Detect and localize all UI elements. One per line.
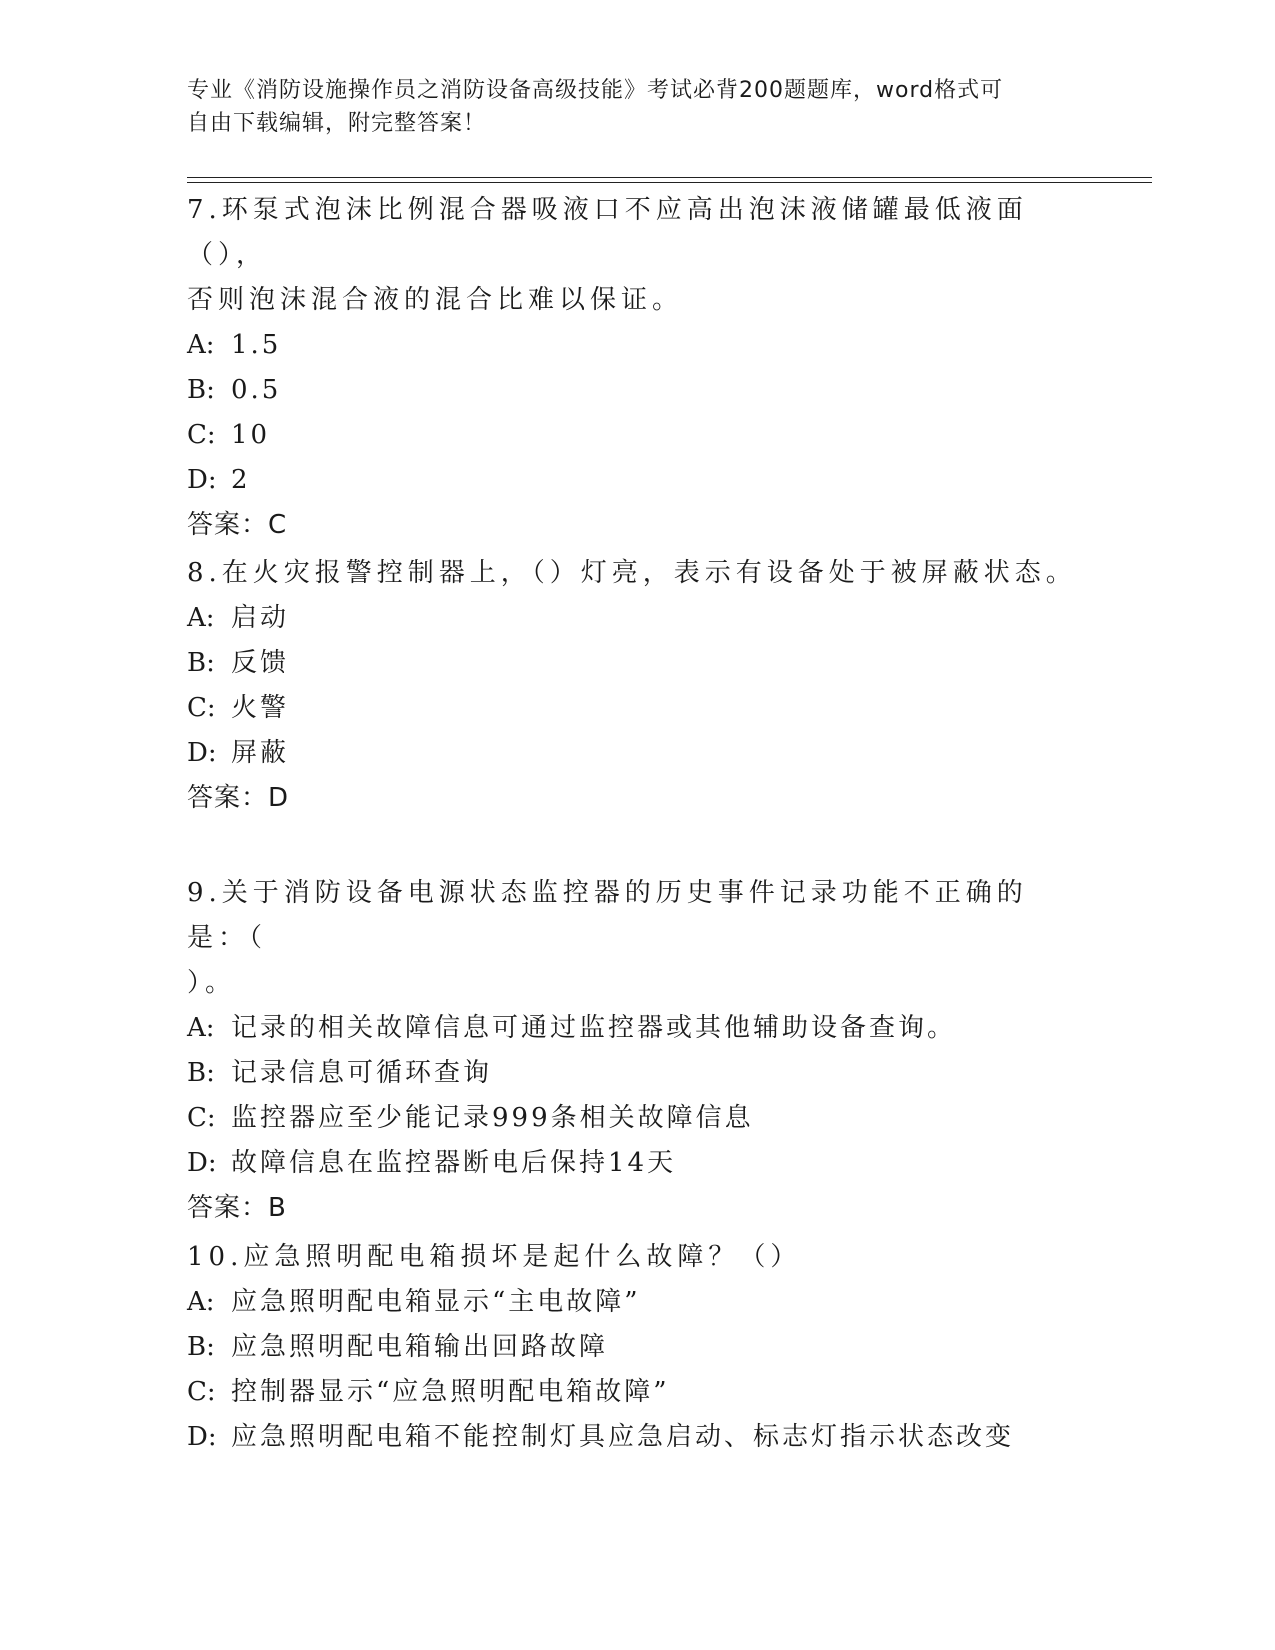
answer: 答案：B xyxy=(187,1193,287,1223)
question-stem-line-2: ）。 xyxy=(187,968,237,998)
header-line-1: 专业《消防设施操作员之消防设备高级技能》考试必背200题题库，word格式可 xyxy=(187,78,1004,103)
option-letter: B: xyxy=(187,375,215,405)
header-line-2: 自由下载编辑，附完整答案！ xyxy=(187,111,487,136)
option-a xyxy=(187,1006,1087,1051)
question-8 xyxy=(187,551,1087,821)
option-text: 应急照明配电箱输出回路故障 xyxy=(231,1332,609,1362)
option-text: 10 xyxy=(231,420,271,450)
question-stem-line-2: 否则泡沫混合液的混合比难以保证。 xyxy=(187,285,684,315)
question-stem-line-1: 10.应急照明配电箱损坏是起什么故障？（） xyxy=(187,1242,802,1272)
option-letter: D: xyxy=(187,465,217,495)
question-stem-line-1: 7.环泵式泡沫比例混合器吸液口不应高出泡沫液储罐最低液面（）， xyxy=(187,195,1028,270)
option-c xyxy=(187,413,1087,458)
option-letter: C: xyxy=(187,1103,216,1133)
option-letter: B: xyxy=(187,648,215,678)
answer: 答案：C xyxy=(187,510,288,540)
option-text: 启动 xyxy=(231,603,290,633)
option-letter: A: xyxy=(187,330,215,360)
option-c xyxy=(187,1370,1087,1415)
option-c xyxy=(187,686,1087,731)
option-b xyxy=(187,641,1087,686)
option-letter: C: xyxy=(187,420,216,450)
option-letter: B: xyxy=(187,1332,215,1362)
question-9 xyxy=(187,871,1087,1231)
option-letter: C: xyxy=(187,1377,216,1407)
option-text: 火警 xyxy=(231,693,290,723)
option-letter: B: xyxy=(187,1058,215,1088)
option-text: 记录的相关故障信息可通过监控器或其他辅助设备查询。 xyxy=(231,1013,957,1043)
option-text: 应急照明配电箱不能控制灯具应急启动、标志灯指示状态改变 xyxy=(231,1422,1015,1452)
question-stem-line-1: 8.在火灾报警控制器上，（）灯亮，表示有设备处于被屏蔽状态。 xyxy=(187,558,1077,588)
option-letter: D: xyxy=(187,1148,217,1178)
document-header xyxy=(187,74,1087,140)
option-text: 监控器应至少能记录999条相关故障信息 xyxy=(231,1103,754,1133)
option-text: 记录信息可循环查询 xyxy=(231,1058,493,1088)
question-7 xyxy=(187,188,1087,548)
option-d xyxy=(187,458,1087,503)
option-letter: A: xyxy=(187,1013,215,1043)
option-c xyxy=(187,1096,1087,1141)
option-d xyxy=(187,1141,1087,1186)
option-b xyxy=(187,1325,1087,1370)
header-divider-top xyxy=(187,177,1152,178)
option-letter: A: xyxy=(187,603,215,633)
option-b xyxy=(187,368,1087,413)
option-text: 0.5 xyxy=(231,375,282,405)
option-text: 屏蔽 xyxy=(231,738,290,768)
option-d xyxy=(187,731,1087,776)
header-divider-bottom xyxy=(187,182,1152,183)
option-text: 控制器显示“应急照明配电箱故障” xyxy=(231,1377,670,1407)
option-d xyxy=(187,1415,1087,1460)
option-letter: A: xyxy=(187,1287,215,1317)
question-stem-line-1: 9.关于消防设备电源状态监控器的历史事件记录功能不正确的是：（ xyxy=(187,878,1028,953)
option-a xyxy=(187,1280,1087,1325)
answer: 答案：D xyxy=(187,783,290,813)
option-a xyxy=(187,596,1087,641)
option-a xyxy=(187,323,1087,368)
option-letter: D: xyxy=(187,1422,217,1452)
option-letter: C: xyxy=(187,693,216,723)
option-text: 故障信息在监控器断电后保持14天 xyxy=(231,1148,677,1178)
option-b xyxy=(187,1051,1087,1096)
option-text: 反馈 xyxy=(231,648,290,678)
option-letter: D: xyxy=(187,738,217,768)
option-text: 1.5 xyxy=(231,330,282,360)
question-10 xyxy=(187,1235,1087,1460)
option-text: 应急照明配电箱显示“主电故障” xyxy=(231,1287,641,1317)
option-text: 2 xyxy=(231,465,251,495)
